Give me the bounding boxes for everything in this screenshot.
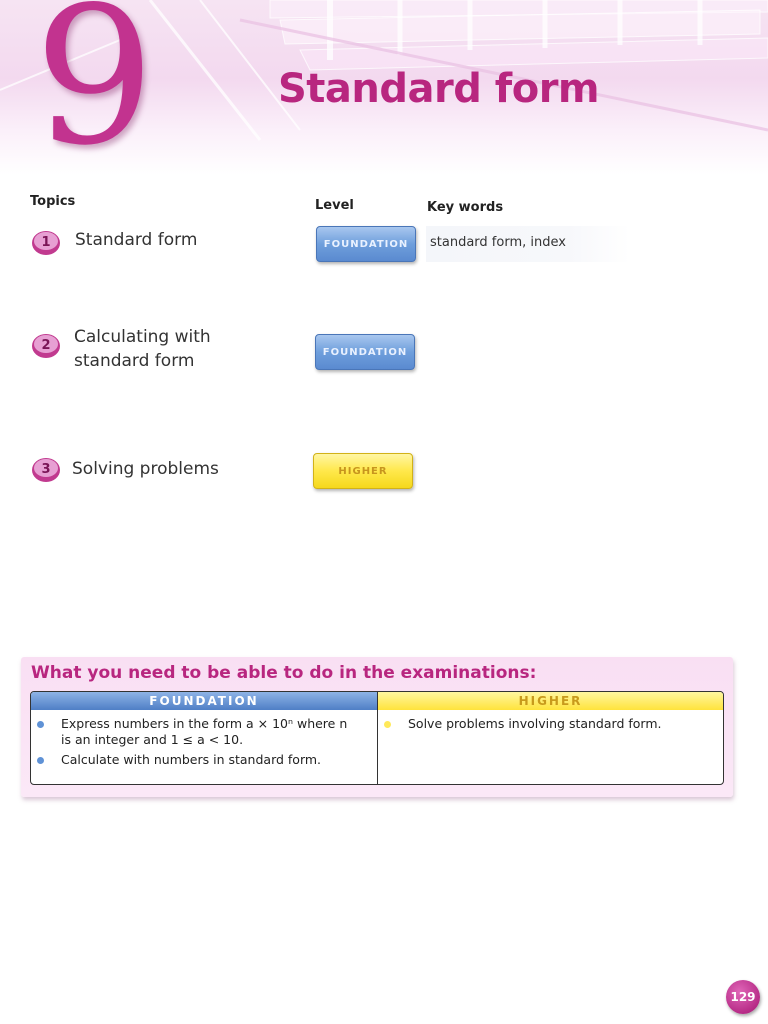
level-heading: Level — [315, 198, 354, 213]
list-item — [31, 716, 377, 748]
svg-text:2: 2 — [41, 338, 51, 353]
level-badge-foundation-1: FOUNDATION — [316, 226, 416, 262]
page-number: 129 — [726, 980, 760, 1014]
foundation-column-heading: FOUNDATION — [31, 692, 377, 710]
level-badge-foundation-2: FOUNDATION — [315, 334, 415, 370]
list-item-line: Calculate with numbers in standard form. — [61, 752, 322, 767]
topic-label-2 — [74, 325, 304, 373]
topics-heading: Topics — [30, 194, 76, 209]
topic-number-1-icon — [31, 228, 61, 256]
list-item-line: Express numbers in the form a × 10ⁿ where n — [61, 716, 348, 731]
topic-label-1: Standard form — [75, 230, 198, 250]
chapter-number: 9 — [34, 0, 155, 175]
topic-number-2-icon — [31, 331, 61, 359]
exam-requirements-box — [21, 657, 733, 797]
higher-column — [378, 692, 723, 784]
bullet-icon — [384, 721, 391, 728]
list-item-line: Solve problems involving standard form. — [408, 716, 662, 731]
key-words-heading: Key words — [427, 200, 504, 215]
list-item-line: is an integer and 1 ≤ a < 10. — [61, 732, 244, 747]
foundation-list — [31, 710, 377, 768]
list-item — [31, 752, 377, 768]
bullet-icon — [37, 721, 44, 728]
chapter-header — [0, 0, 768, 175]
higher-column-heading: HIGHER — [378, 692, 723, 710]
topic-label-3: Solving problems — [72, 459, 219, 479]
exam-requirements-table — [30, 691, 724, 785]
key-words-topic-1: standard form, index — [426, 226, 630, 262]
higher-list — [378, 710, 723, 732]
svg-text:1: 1 — [41, 235, 51, 250]
bullet-icon — [37, 757, 44, 764]
list-item — [378, 716, 723, 732]
chapter-title: Standard form — [278, 66, 600, 112]
topic-label-2-line1: Calculating with — [74, 327, 211, 347]
foundation-column — [31, 692, 378, 784]
topic-number-3-icon — [31, 455, 61, 483]
exam-requirements-title: What you need to be able to do in the examinations: — [31, 663, 537, 683]
svg-text:3: 3 — [41, 462, 51, 477]
topic-label-2-line2: standard form — [74, 351, 195, 371]
level-badge-higher-3: HIGHER — [313, 453, 413, 489]
